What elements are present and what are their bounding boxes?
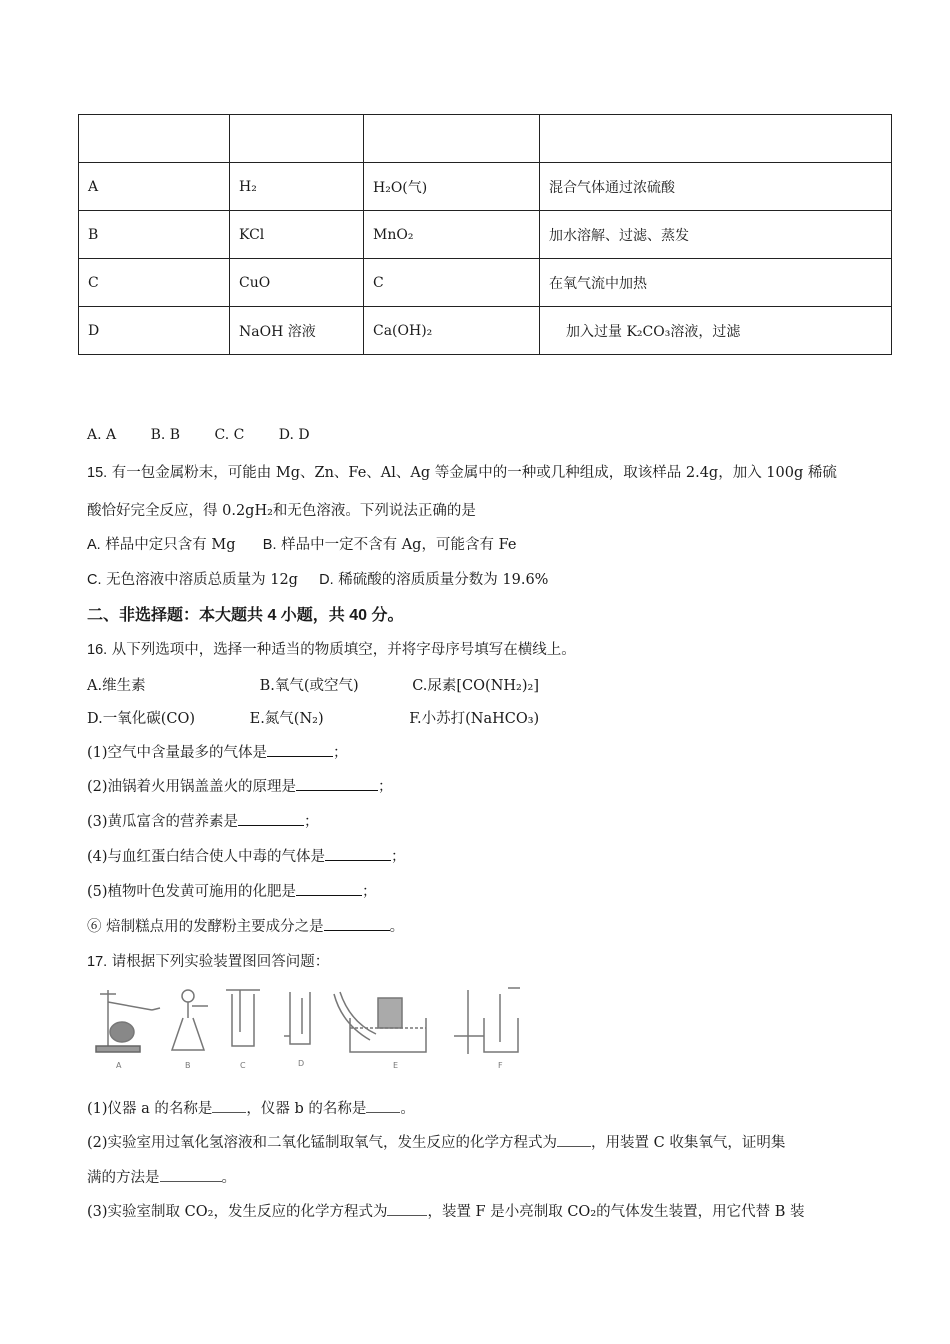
table-cell: B xyxy=(79,211,230,259)
q16-options-row1 xyxy=(87,674,539,695)
apparatus-a-icon xyxy=(96,990,160,1052)
table-cell: 加水溶解、过滤、蒸发 xyxy=(540,211,892,259)
question-number: 16. xyxy=(87,642,108,658)
punctuation: 。 xyxy=(400,1101,415,1117)
table-header-cell xyxy=(540,115,892,163)
q15-option-d[interactable]: 稀硫酸的溶质质量分数为 19.6% xyxy=(338,572,549,588)
answer-blank[interactable] xyxy=(212,1100,246,1113)
q15-options-cd xyxy=(87,568,548,589)
answer-blank[interactable] xyxy=(387,1203,427,1216)
q16-item xyxy=(87,775,393,796)
q15-option-c[interactable]: 无色溶液中溶质总质量为 12g xyxy=(106,572,298,588)
q16-stem xyxy=(87,638,576,659)
section-heading: 二、非选择题：本大题共 4 小题，共 40 分。 xyxy=(87,607,404,624)
table-cell: A xyxy=(79,163,230,211)
punctuation: ； xyxy=(362,884,377,900)
q16-options-row2 xyxy=(87,707,539,728)
q17-part2-line2 xyxy=(87,1166,236,1187)
q17-stem xyxy=(87,950,329,971)
answer-blank[interactable] xyxy=(238,811,304,826)
table-cell: C xyxy=(364,259,540,307)
q16-item-text: (3)黄瓜富含的营养素是 xyxy=(87,814,239,830)
lab-apparatus-figure xyxy=(88,984,540,1076)
answer-blank[interactable] xyxy=(325,846,391,861)
choice-a[interactable]: A. A xyxy=(87,427,117,443)
answer-blank[interactable] xyxy=(366,1100,400,1113)
question-number: 17. xyxy=(87,954,108,970)
choice-d[interactable]: D. D xyxy=(278,427,310,443)
q16-item xyxy=(87,810,319,831)
question-number: 15. xyxy=(87,465,108,481)
table-header-cell xyxy=(364,115,540,163)
apparatus-b-icon xyxy=(172,990,208,1050)
q16-option: D.一氧化碳(CO) xyxy=(87,711,196,727)
table-cell: H₂ xyxy=(230,163,364,211)
q15-option-b[interactable]: 样品中一定不含有 Ag，可能含有 Fe xyxy=(281,537,517,553)
q16-item xyxy=(87,845,406,866)
punctuation: ； xyxy=(391,849,406,865)
q16-item-text: (4)与血红蛋白结合使人中毒的气体是 xyxy=(87,849,326,865)
q16-item-text: (1)空气中含量最多的气体是 xyxy=(87,745,268,761)
table-cell: 在氧气流中加热 xyxy=(540,259,892,307)
q15-text: 有一包金属粉末，可能由 Mg、Zn、Fe、Al、Ag 等金属中的一种或几种组成，取该样品 2.4g，加入 100g 稀硫 xyxy=(111,465,837,481)
table-cell: KCl xyxy=(230,211,364,259)
table-header-row xyxy=(79,115,892,163)
answer-blank[interactable] xyxy=(324,916,390,931)
punctuation: ； xyxy=(378,779,393,795)
separation-table xyxy=(78,114,892,355)
q16-text: 从下列选项中，选择一种适当的物质填空，并将字母序号填写在横线上。 xyxy=(111,642,576,658)
apparatus-label: E xyxy=(393,1061,399,1070)
q17-text: 满的方法是 xyxy=(87,1170,160,1186)
table-cell: H₂O(气) xyxy=(364,163,540,211)
q14-choices xyxy=(87,427,310,443)
q17-text: ，装置 F 是小亮制取 CO₂的气体发生装置，用它代替 B 装 xyxy=(427,1204,805,1220)
option-letter: B. xyxy=(262,537,277,553)
table-row xyxy=(79,211,892,259)
q16-item xyxy=(87,741,348,762)
q15-option-a[interactable]: 样品中定只含有 Mg xyxy=(105,537,236,553)
q16-option: B.氧气(或空气) xyxy=(259,678,359,694)
q17-text: (1)仪器 a 的名称是 xyxy=(87,1101,213,1117)
table-cell: D xyxy=(79,307,230,355)
q16-option: C.尿素[CO(NH₂)₂] xyxy=(412,678,539,694)
q15-stem-line1 xyxy=(87,461,837,482)
apparatus-label: F xyxy=(498,1061,503,1070)
choice-b[interactable]: B. B xyxy=(150,427,181,443)
apparatus-f-icon xyxy=(454,988,520,1054)
punctuation: ； xyxy=(304,814,319,830)
answer-blank[interactable] xyxy=(160,1169,222,1182)
q16-option: F.小苏打(NaHCO₃) xyxy=(409,711,540,727)
table-cell: MnO₂ xyxy=(364,211,540,259)
q17-text: ，仪器 b 的名称是 xyxy=(246,1101,367,1117)
q16-item-text: ⑥ 焙制糕点用的发酵粉主要成分之是 xyxy=(87,919,324,935)
table-cell: C xyxy=(79,259,230,307)
q16-item xyxy=(87,880,377,901)
apparatus-c-icon xyxy=(226,990,260,1046)
apparatus-d-icon xyxy=(284,992,310,1044)
punctuation: 。 xyxy=(389,919,405,935)
table-cell: Ca(OH)₂ xyxy=(364,307,540,355)
apparatus-label: A xyxy=(116,1061,122,1070)
q16-item xyxy=(87,915,404,936)
answer-blank[interactable] xyxy=(557,1134,591,1147)
table-row xyxy=(79,163,892,211)
answer-blank[interactable] xyxy=(296,776,378,791)
punctuation: ； xyxy=(333,745,348,761)
apparatus-e-icon xyxy=(334,992,426,1052)
q17-text: (2)实验室用过氧化氢溶液和二氧化锰制取氧气，发生反应的化学方程式为 xyxy=(87,1135,558,1151)
table-cell: NaOH 溶液 xyxy=(230,307,364,355)
option-letter: C. xyxy=(87,572,102,588)
q15-text: 酸恰好完全反应，得 0.2gH₂和无色溶液。下列说法正确的是 xyxy=(87,503,476,519)
q17-part2-line1 xyxy=(87,1131,785,1152)
table-header-cell xyxy=(79,115,230,163)
punctuation: 。 xyxy=(221,1170,236,1186)
q15-options-ab xyxy=(87,533,516,554)
table-row xyxy=(79,307,892,355)
table-cell: CuO xyxy=(230,259,364,307)
q16-option: E.氮气(N₂) xyxy=(249,711,324,727)
apparatus-label: C xyxy=(240,1061,246,1070)
answer-blank[interactable] xyxy=(296,881,362,896)
q17-text: 请根据下列实验装置图回答问题： xyxy=(111,954,330,970)
q17-part3 xyxy=(87,1200,805,1221)
table-cell: 加入过量 K₂CO₃溶液，过滤 xyxy=(540,307,892,355)
q17-part1 xyxy=(87,1097,415,1118)
q17-text: ，用装置 C 收集氧气，证明集 xyxy=(591,1135,786,1151)
q17-text: (3)实验室制取 CO₂，发生反应的化学方程式为 xyxy=(87,1204,388,1220)
option-letter: A. xyxy=(87,537,101,553)
apparatus-label: B xyxy=(185,1061,191,1070)
option-letter: D. xyxy=(319,572,334,588)
q16-option: A.维生素 xyxy=(87,678,146,694)
apparatus-label: D xyxy=(298,1059,305,1068)
table-row xyxy=(79,259,892,307)
answer-blank[interactable] xyxy=(267,742,333,757)
q16-item-text: (2)油锅着火用锅盖盖火的原理是 xyxy=(87,779,297,795)
table-cell: 混合气体通过浓硫酸 xyxy=(540,163,892,211)
table-header-cell xyxy=(230,115,364,163)
q16-item-text: (5)植物叶色发黄可施用的化肥是 xyxy=(87,884,297,900)
q15-stem-line2 xyxy=(87,499,476,520)
choice-c[interactable]: C. C xyxy=(214,427,245,443)
